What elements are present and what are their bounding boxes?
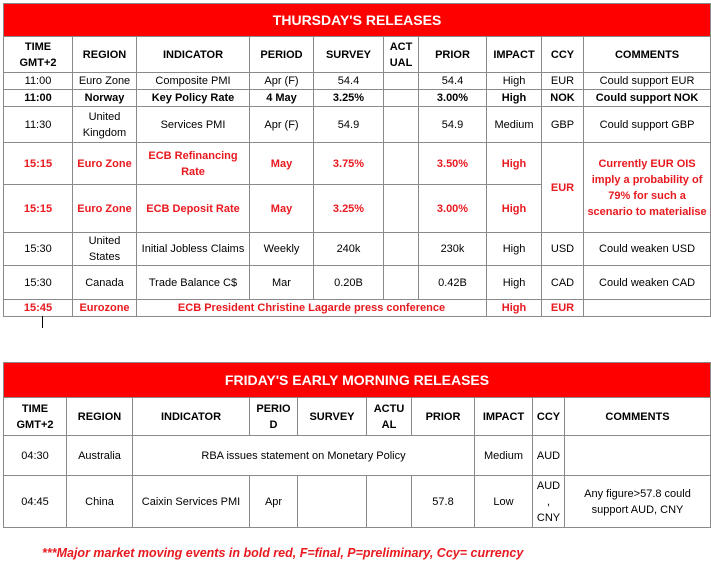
table-row bbox=[4, 143, 711, 185]
ccy-cell: AUD bbox=[533, 436, 565, 476]
col-header-region: REGION bbox=[67, 398, 133, 436]
prior-cell: 3.00% bbox=[419, 90, 487, 107]
indicator-cell: ECB Refinancing Rate bbox=[137, 143, 250, 185]
indicator-cell: Caixin Services PMI bbox=[133, 476, 250, 528]
indicator-cell: Key Policy Rate bbox=[137, 90, 250, 107]
prior-cell: 0.42B bbox=[419, 266, 487, 300]
survey-cell bbox=[298, 476, 367, 528]
col-header-impact: IMPACT bbox=[487, 37, 542, 73]
ccy-cell: AUD , CNY bbox=[533, 476, 565, 528]
survey-cell: 3.25% bbox=[314, 185, 384, 233]
ccy-cell: USD bbox=[542, 233, 584, 266]
col-header-survey: SURVEY bbox=[298, 398, 367, 436]
time-cell: 15:15 bbox=[4, 143, 73, 185]
table-row bbox=[4, 90, 711, 107]
period-cell: Apr (F) bbox=[250, 107, 314, 143]
event-cell: ECB President Christine Lagarde press conference bbox=[137, 300, 487, 317]
col-header-period: PERIOD bbox=[250, 37, 314, 73]
region-cell: United States bbox=[73, 233, 137, 266]
ccy-cell: EUR bbox=[542, 300, 584, 317]
impact-cell: Medium bbox=[487, 107, 542, 143]
actual-cell bbox=[384, 233, 419, 266]
time-cell: 11:30 bbox=[4, 107, 73, 143]
col-header-indicator: INDICATOR bbox=[137, 37, 250, 73]
period-cell: 4 May bbox=[250, 90, 314, 107]
col-header-actual: ACTU AL bbox=[367, 398, 412, 436]
col-header-period: PERIO D bbox=[250, 398, 298, 436]
event-cell: RBA issues statement on Monetary Policy bbox=[133, 436, 475, 476]
thursday-title: THURSDAY'S RELEASES bbox=[4, 4, 711, 37]
region-cell: Canada bbox=[73, 266, 137, 300]
table-row bbox=[4, 107, 711, 143]
friday-header-row bbox=[4, 398, 711, 436]
text-cursor bbox=[42, 316, 43, 328]
comments-cell: Could support EUR bbox=[584, 73, 711, 90]
impact-cell: High bbox=[487, 73, 542, 90]
col-header-indicator: INDICATOR bbox=[133, 398, 250, 436]
impact-cell: High bbox=[487, 300, 542, 317]
table-row bbox=[4, 476, 711, 528]
ccy-cell: NOK bbox=[542, 90, 584, 107]
table-row bbox=[4, 73, 711, 90]
region-cell: Euro Zone bbox=[73, 185, 137, 233]
table-row bbox=[4, 436, 711, 476]
table-row bbox=[4, 300, 711, 317]
col-header-prior: PRIOR bbox=[419, 37, 487, 73]
actual-cell bbox=[384, 90, 419, 107]
prior-cell: 54.9 bbox=[419, 107, 487, 143]
col-header-prior: PRIOR bbox=[412, 398, 475, 436]
actual-cell bbox=[384, 266, 419, 300]
region-cell: Euro Zone bbox=[73, 73, 137, 90]
prior-cell: 54.4 bbox=[419, 73, 487, 90]
col-header-time: TIME GMT+2 bbox=[4, 398, 67, 436]
col-header-actual: ACT UAL bbox=[384, 37, 419, 73]
ccy-cell: EUR bbox=[542, 73, 584, 90]
prior-cell: 57.8 bbox=[412, 476, 475, 528]
ccy-cell: GBP bbox=[542, 107, 584, 143]
period-cell: Apr bbox=[250, 476, 298, 528]
region-cell: Eurozone bbox=[73, 300, 137, 317]
survey-cell: 54.4 bbox=[314, 73, 384, 90]
survey-cell: 54.9 bbox=[314, 107, 384, 143]
comments-cell: Could weaken USD bbox=[584, 233, 711, 266]
survey-cell: 3.75% bbox=[314, 143, 384, 185]
actual-cell bbox=[384, 143, 419, 185]
time-cell: 11:00 bbox=[4, 90, 73, 107]
col-header-impact: IMPACT bbox=[475, 398, 533, 436]
impact-cell: Low bbox=[475, 476, 533, 528]
comments-cell: Any figure>57.8 could support AUD, CNY bbox=[565, 476, 711, 528]
period-cell: May bbox=[250, 185, 314, 233]
actual-cell bbox=[384, 107, 419, 143]
impact-cell: High bbox=[487, 266, 542, 300]
time-cell: 15:45 bbox=[4, 300, 73, 317]
time-cell: 15:15 bbox=[4, 185, 73, 233]
region-cell: Australia bbox=[67, 436, 133, 476]
indicator-cell: Trade Balance C$ bbox=[137, 266, 250, 300]
indicator-cell: Services PMI bbox=[137, 107, 250, 143]
prior-cell: 3.00% bbox=[419, 185, 487, 233]
col-header-ccy: CCY bbox=[542, 37, 584, 73]
actual-cell bbox=[367, 476, 412, 528]
time-cell: 04:30 bbox=[4, 436, 67, 476]
col-header-ccy: CCY bbox=[533, 398, 565, 436]
region-cell: Norway bbox=[73, 90, 137, 107]
indicator-cell: Initial Jobless Claims bbox=[137, 233, 250, 266]
impact-cell: High bbox=[487, 90, 542, 107]
actual-cell bbox=[384, 73, 419, 90]
comments-cell: Could support GBP bbox=[584, 107, 711, 143]
indicator-cell: ECB Deposit Rate bbox=[137, 185, 250, 233]
col-header-comments: COMMENTS bbox=[565, 398, 711, 436]
comments-cell: Could weaken CAD bbox=[584, 266, 711, 300]
impact-cell: High bbox=[487, 143, 542, 185]
survey-cell: 240k bbox=[314, 233, 384, 266]
survey-cell: 0.20B bbox=[314, 266, 384, 300]
col-header-comments: COMMENTS bbox=[584, 37, 711, 73]
impact-cell: High bbox=[487, 185, 542, 233]
ccy-cell: CAD bbox=[542, 266, 584, 300]
impact-cell: Medium bbox=[475, 436, 533, 476]
prior-cell: 3.50% bbox=[419, 143, 487, 185]
thursday-header-row bbox=[4, 37, 711, 73]
survey-cell: 3.25% bbox=[314, 90, 384, 107]
time-cell: 15:30 bbox=[4, 266, 73, 300]
friday-releases-table bbox=[3, 362, 711, 528]
table-row bbox=[4, 266, 711, 300]
col-header-survey: SURVEY bbox=[314, 37, 384, 73]
indicator-cell: Composite PMI bbox=[137, 73, 250, 90]
thursday-releases-table bbox=[3, 3, 711, 317]
period-cell: May bbox=[250, 143, 314, 185]
comments-cell: Currently EUR OIS imply a probability of 79% for such a scenario to materialise bbox=[584, 143, 711, 233]
prior-cell: 230k bbox=[419, 233, 487, 266]
comments-cell bbox=[565, 436, 711, 476]
region-cell: Euro Zone bbox=[73, 143, 137, 185]
time-cell: 04:45 bbox=[4, 476, 67, 528]
time-cell: 11:00 bbox=[4, 73, 73, 90]
friday-title: FRIDAY'S EARLY MORNING RELEASES bbox=[4, 363, 711, 398]
comments-cell bbox=[584, 300, 711, 317]
table-row bbox=[4, 233, 711, 266]
time-cell: 15:30 bbox=[4, 233, 73, 266]
impact-cell: High bbox=[487, 233, 542, 266]
period-cell: Apr (F) bbox=[250, 73, 314, 90]
period-cell: Mar bbox=[250, 266, 314, 300]
col-header-time: TIME GMT+2 bbox=[4, 37, 73, 73]
region-cell: United Kingdom bbox=[73, 107, 137, 143]
footnote: ***Major market moving events in bold red, F=final, P=preliminary, Ccy= currency bbox=[42, 546, 524, 560]
comments-cell: Could support NOK bbox=[584, 90, 711, 107]
ccy-cell: EUR bbox=[542, 143, 584, 233]
region-cell: China bbox=[67, 476, 133, 528]
actual-cell bbox=[384, 185, 419, 233]
col-header-region: REGION bbox=[73, 37, 137, 73]
period-cell: Weekly bbox=[250, 233, 314, 266]
